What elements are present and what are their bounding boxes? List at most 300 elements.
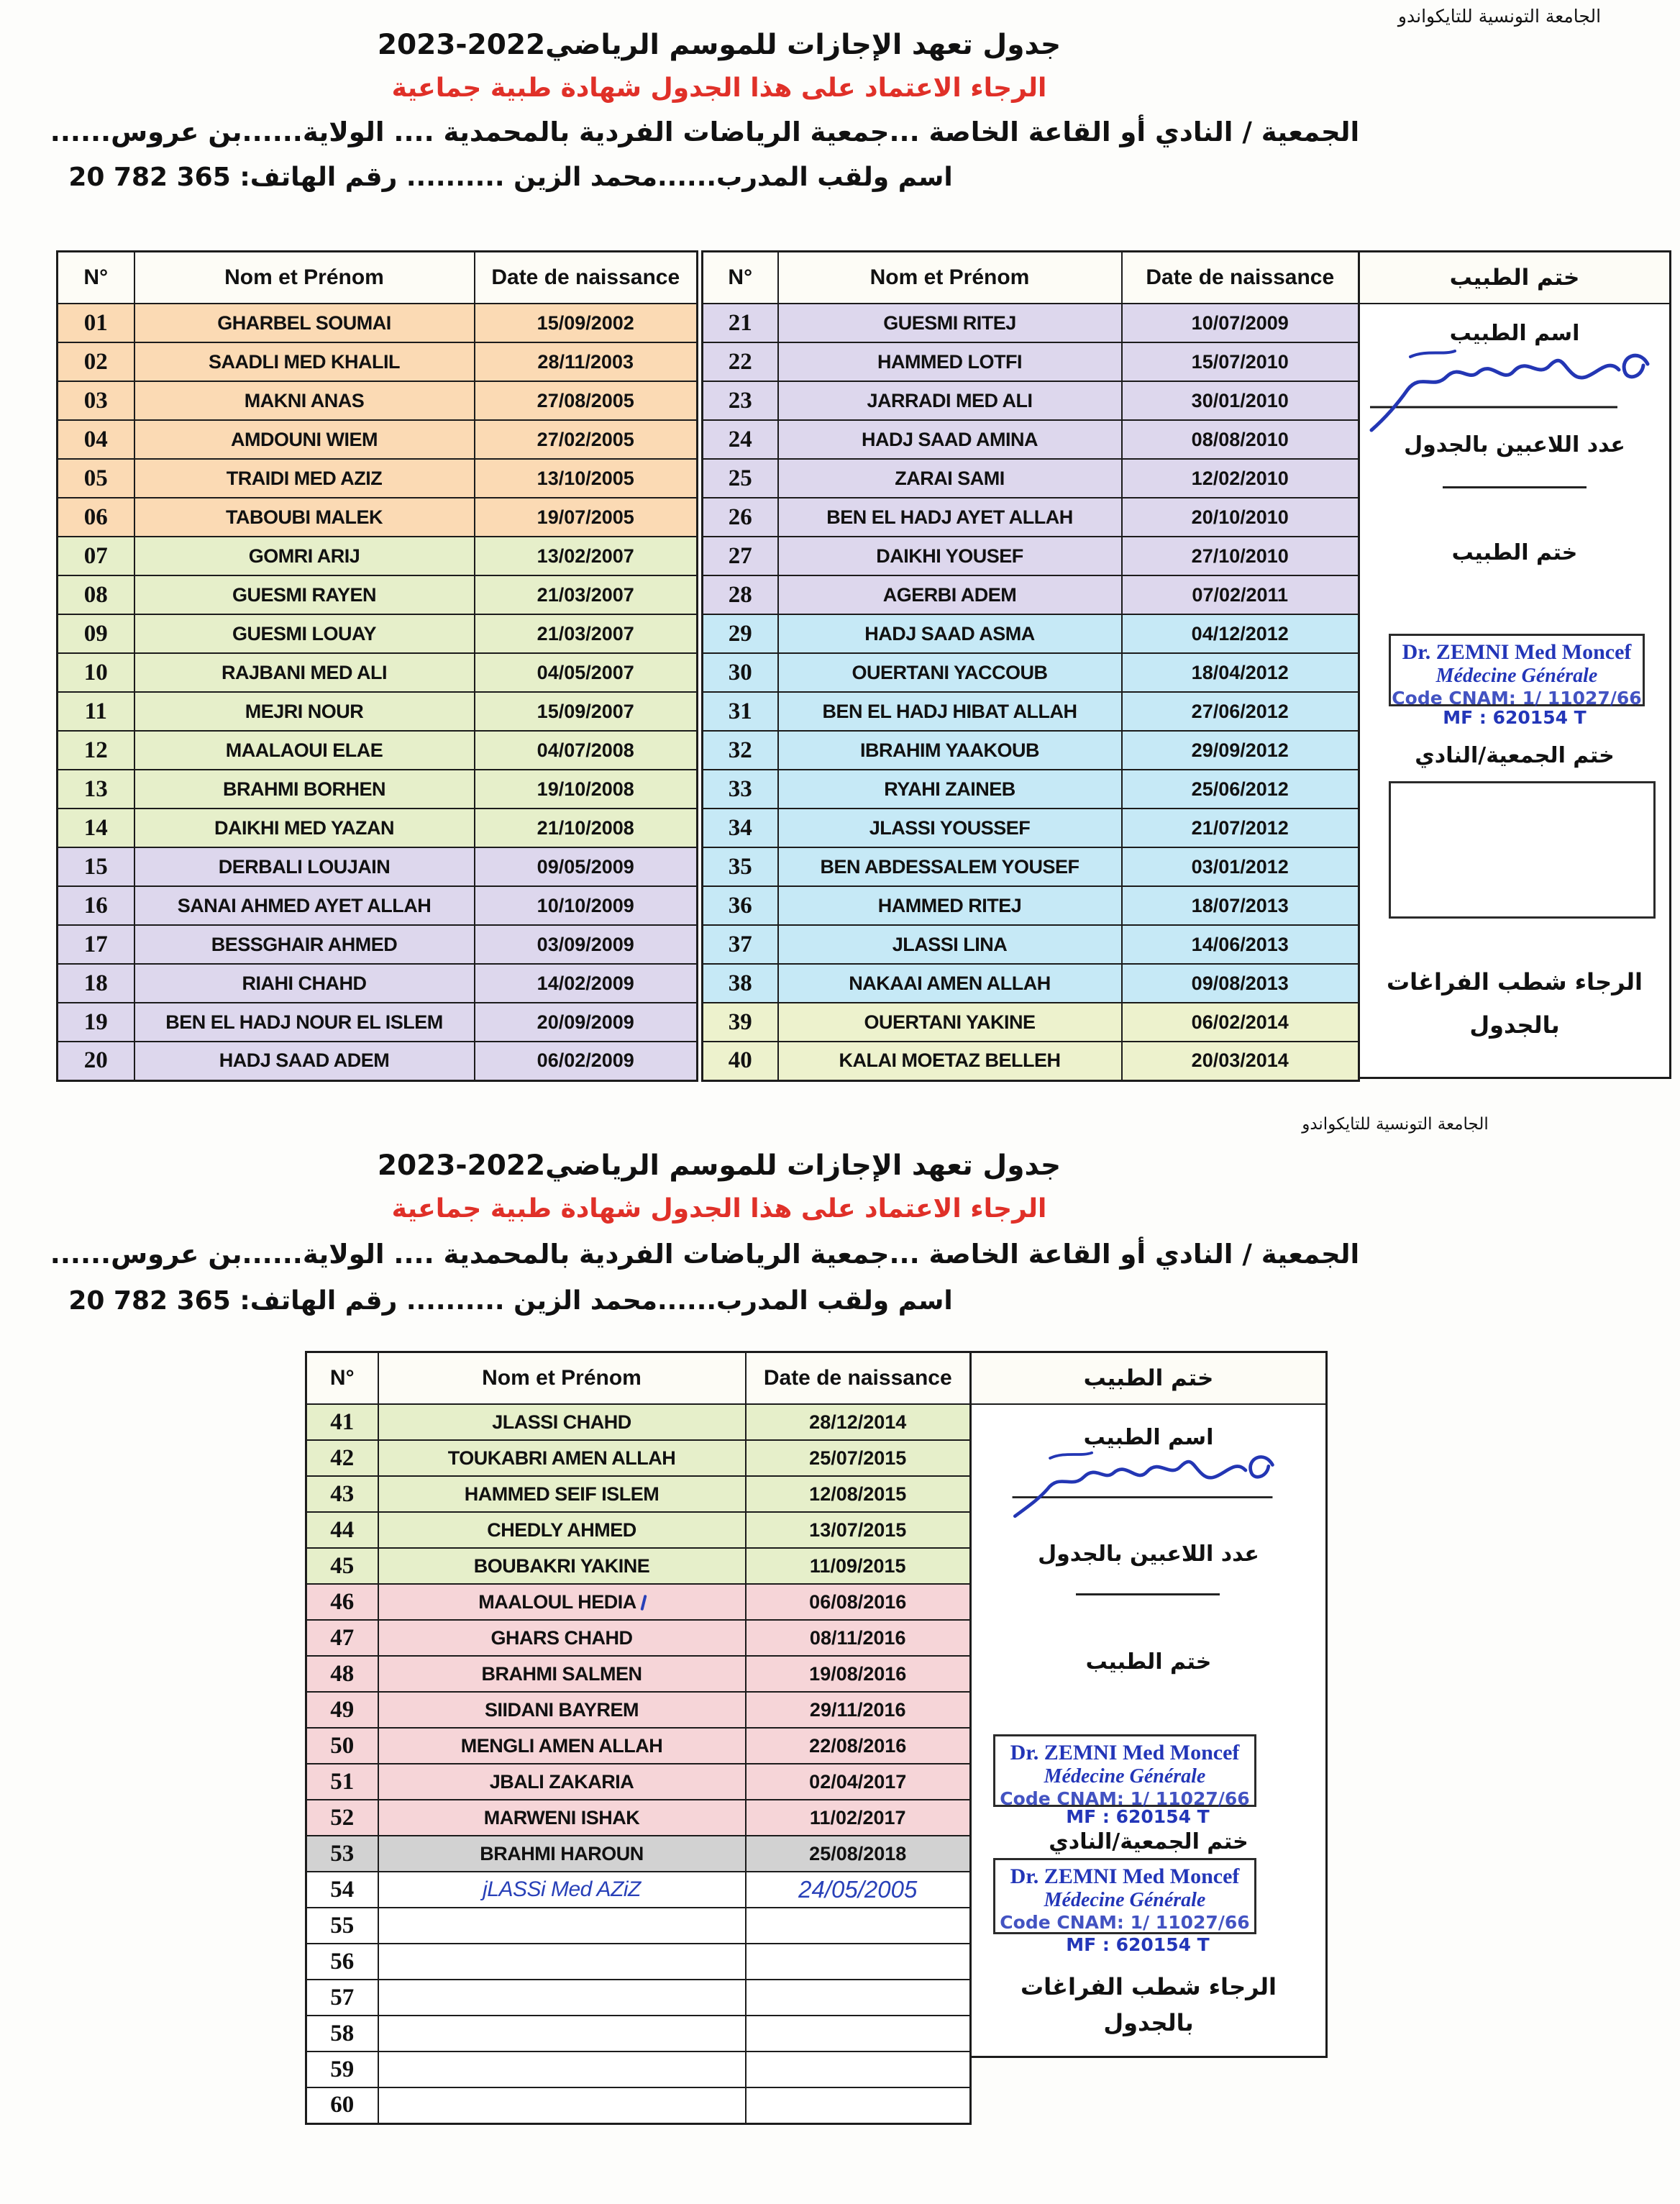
player-name-cell	[134, 925, 475, 964]
document-title	[180, 29, 1259, 61]
player-name-cell	[378, 1656, 746, 1692]
player-dob-cell	[1122, 731, 1359, 770]
association-line: الجمعية / النادي أو القاعة الخاصة ...جمعية الرياضات الفردية بالمحمدية .... الولاية......بن عروس......	[50, 117, 1360, 147]
table-row	[703, 770, 1359, 809]
player-dob-cell	[1122, 770, 1359, 809]
player-dob-cell	[1122, 304, 1359, 342]
stamp-doctor-name: Dr. ZEMNI Med Moncef	[1010, 1864, 1240, 1888]
player-number-cell: 48	[306, 1656, 378, 1692]
player-dob: 06/02/2009	[537, 1049, 634, 1072]
table-row	[306, 1548, 971, 1584]
player-name-cell	[378, 1476, 746, 1512]
player-dob-cell	[746, 1944, 971, 1980]
player-dob-cell	[746, 2052, 971, 2087]
player-dob: 08/11/2016	[809, 1626, 906, 1649]
player-dob: 09/08/2013	[1191, 972, 1289, 994]
club-stamp-label: ختم الجمعية/النادي	[1415, 743, 1615, 768]
player-name-cell	[134, 614, 475, 653]
table-header-row	[703, 252, 1359, 304]
table-row	[306, 1440, 971, 1476]
player-number-cell: 04	[58, 420, 134, 459]
player-number-cell: 56	[306, 1944, 378, 1980]
phone-number-2: 20 782 365	[68, 1286, 231, 1316]
player-dob: 04/07/2008	[537, 739, 634, 761]
player-name: MARWENI ISHAK	[483, 1806, 640, 1829]
table-row	[703, 847, 1359, 886]
table-row	[58, 304, 698, 342]
player-number-cell: 43	[306, 1476, 378, 1512]
player-name: DAIKHI MED YAZAN	[214, 816, 395, 839]
table-row	[703, 420, 1359, 459]
player-dob: 20/10/2010	[1191, 506, 1289, 528]
player-name-cell	[378, 1620, 746, 1656]
table-row	[306, 1512, 971, 1548]
player-number-cell: 39	[703, 1003, 778, 1042]
player-name: TOUKABRI AMEN ALLAH	[447, 1447, 676, 1469]
player-dob-cell	[475, 420, 698, 459]
federation-name-bottom: الجامعة التونسية للتايكواندو	[1302, 1115, 1489, 1134]
player-number-cell: 41	[306, 1404, 378, 1440]
table-row	[703, 304, 1359, 342]
player-number-cell: 28	[703, 575, 778, 614]
player-number-cell: 01	[58, 304, 134, 342]
player-dob-cell	[746, 1764, 971, 1800]
player-name: HAMMED SEIF ISLEM	[464, 1483, 659, 1505]
player-dob: 19/07/2005	[537, 506, 634, 528]
player-dob: 09/05/2009	[537, 855, 634, 878]
table-row	[306, 1404, 971, 1440]
player-number-cell: 33	[703, 770, 778, 809]
table-row	[306, 2052, 971, 2087]
player-dob: 13/07/2015	[809, 1518, 907, 1541]
player-dob-cell	[1122, 964, 1359, 1003]
player-dob-cell	[475, 575, 698, 614]
player-name-cell	[778, 575, 1122, 614]
player-name-cell	[378, 2087, 746, 2123]
player-name-cell	[134, 731, 475, 770]
player-name: GOMRI ARIJ	[248, 545, 360, 567]
player-number-cell: 05	[58, 459, 134, 498]
table-row	[306, 1872, 971, 1908]
player-name-cell	[778, 1042, 1122, 1080]
table-row	[306, 1728, 971, 1764]
table-row	[58, 614, 698, 653]
table-row	[58, 498, 698, 537]
table-row	[306, 2087, 971, 2123]
table-row	[306, 1800, 971, 1836]
table-row	[306, 1908, 971, 1944]
coach-line-2	[0, 1286, 1021, 1316]
player-name: GUESMI RITEJ	[883, 311, 1016, 334]
player-number-cell: 38	[703, 964, 778, 1003]
player-name: GHARS CHAHD	[490, 1626, 633, 1649]
stamp-mf-code: MF : 620154 T	[1443, 707, 1587, 728]
note-line1: الرجاء شطب الفراغات	[1020, 1973, 1277, 2000]
stamp-speciality: Médecine Générale	[1044, 1765, 1206, 1788]
player-dob: 12/02/2010	[1191, 467, 1289, 489]
player-dob: 06/08/2016	[809, 1590, 907, 1613]
player-dob-cell	[1122, 925, 1359, 964]
player-name-cell	[134, 342, 475, 381]
player-number-cell: 44	[306, 1512, 378, 1548]
player-name-cell	[134, 886, 475, 925]
table-row	[58, 575, 698, 614]
doctor-stamp	[993, 1734, 1256, 1807]
player-name-cell	[378, 1548, 746, 1584]
player-name: AGERBI ADEM	[882, 583, 1017, 606]
col-header-name: Nom et Prénom	[778, 252, 1122, 304]
player-dob: 11/02/2017	[809, 1806, 906, 1829]
player-name-cell	[134, 304, 475, 342]
player-name: BRAHMI SALMEN	[481, 1662, 642, 1685]
season-range: 2023-2022	[377, 29, 546, 61]
col-header-dob: Date de naissance	[475, 252, 698, 304]
player-number-cell: 49	[306, 1692, 378, 1728]
player-dob-cell	[746, 2016, 971, 2052]
player-dob: 03/09/2009	[537, 933, 634, 955]
player-number-cell: 02	[58, 342, 134, 381]
table-row	[58, 653, 698, 692]
player-number-cell: 19	[58, 1003, 134, 1042]
player-dob-cell	[1122, 420, 1359, 459]
note-line2: بالجدول	[1103, 2009, 1194, 2036]
player-dob-cell	[475, 653, 698, 692]
player-dob-cell	[475, 498, 698, 537]
table-header-row	[58, 252, 698, 304]
player-dob-cell	[475, 964, 698, 1003]
player-dob: 21/07/2012	[1191, 816, 1289, 839]
player-dob: 29/11/2016	[809, 1698, 906, 1721]
player-dob: 14/02/2009	[537, 972, 634, 994]
player-dob-cell	[1122, 498, 1359, 537]
player-name: OUERTANI YACCOUB	[852, 661, 1048, 683]
table-row	[58, 886, 698, 925]
table-row	[306, 2016, 971, 2052]
player-name-cell	[134, 847, 475, 886]
player-count-label: عدد اللاعبين بالجدول	[1038, 1542, 1259, 1567]
player-name: BEN EL HADJ AYET ALLAH	[826, 506, 1073, 528]
player-name: MENGLI AMEN ALLAH	[460, 1734, 663, 1757]
table-row	[306, 1944, 971, 1980]
player-name: BRAHMI HAROUN	[480, 1842, 644, 1864]
player-dob-cell	[475, 381, 698, 420]
col-header-number: N°	[703, 252, 778, 304]
player-name: JLASSI LINA	[892, 933, 1008, 955]
player-dob: 28/11/2003	[537, 350, 634, 373]
player-dob-cell	[746, 1800, 971, 1836]
player-name: DAIKHI YOUSEF	[876, 545, 1023, 567]
player-dob-cell	[1122, 614, 1359, 653]
table-row	[306, 1476, 971, 1512]
table-row	[703, 886, 1359, 925]
table-row	[58, 925, 698, 964]
player-dob: 19/08/2016	[809, 1662, 907, 1685]
player-name-cell	[778, 692, 1122, 731]
player-name: TABOUBI MALEK	[226, 506, 383, 528]
player-number-cell: 35	[703, 847, 778, 886]
player-dob-cell	[746, 1548, 971, 1584]
doctor-panel-top	[1358, 250, 1671, 1079]
player-dob: 11/09/2015	[809, 1554, 906, 1577]
player-name: HADJ SAAD AMINA	[861, 428, 1038, 450]
table-row	[703, 537, 1359, 575]
player-name: GUESMI RAYEN	[232, 583, 377, 606]
player-name: BRAHMI BORHEN	[223, 778, 385, 800]
table-row	[306, 1764, 971, 1800]
player-dob: 27/06/2012	[1191, 700, 1289, 722]
player-name-cell	[134, 537, 475, 575]
table-row	[703, 653, 1359, 692]
player-name: MEJRI NOUR	[245, 700, 364, 722]
col-header-name: Nom et Prénom	[134, 252, 475, 304]
player-dob: 20/03/2014	[1191, 1049, 1289, 1072]
player-dob: 04/12/2012	[1191, 622, 1289, 645]
player-name: GUESMI LOUAY	[232, 622, 377, 645]
player-name-cell	[134, 1042, 475, 1080]
player-dob-cell	[1122, 537, 1359, 575]
player-dob-cell	[475, 809, 698, 847]
player-name: RYAHI ZAINEB	[884, 778, 1015, 800]
table-row	[58, 692, 698, 731]
player-name-cell	[134, 459, 475, 498]
player-name-cell	[778, 420, 1122, 459]
col-header-number: N°	[306, 1352, 378, 1405]
player-dob-cell	[475, 731, 698, 770]
player-number-cell: 12	[58, 731, 134, 770]
player-name-cell	[778, 381, 1122, 420]
table-row	[58, 1003, 698, 1042]
player-name-cell	[778, 809, 1122, 847]
player-name: TRAIDI MED AZIZ	[226, 467, 383, 489]
player-dob: 03/01/2012	[1191, 855, 1289, 878]
player-name: BESSGHAIR AHMED	[211, 933, 398, 955]
player-dob-cell	[475, 304, 698, 342]
player-dob-cell	[1122, 575, 1359, 614]
player-name: NAKAAI AMEN ALLAH	[849, 972, 1051, 994]
player-dob: 04/05/2007	[537, 661, 634, 683]
player-name: BEN EL HADJ HIBAT ALLAH	[822, 700, 1077, 722]
player-name: JLASSI CHAHD	[492, 1411, 631, 1433]
player-number-cell: 51	[306, 1764, 378, 1800]
player-dob-cell	[1122, 459, 1359, 498]
player-dob-cell	[746, 1836, 971, 1872]
player-name-cell	[378, 1836, 746, 1872]
player-dob: 07/02/2011	[1192, 583, 1289, 606]
document-title-2-text: جدول تعهد الإجازات للموسم الرياضي	[545, 1149, 1062, 1182]
player-count-blank-line	[1443, 486, 1587, 488]
note-line1: الرجاء شطب الفراغات	[1386, 968, 1643, 996]
table-row	[58, 342, 698, 381]
player-count-label: عدد اللاعبين بالجدول	[1404, 432, 1625, 457]
player-name-cell	[778, 304, 1122, 342]
player-dob: 25/07/2015	[809, 1447, 907, 1469]
stamp-mf-code: MF : 620154 T	[1066, 1934, 1210, 1955]
doctor-signature	[993, 1438, 1302, 1546]
player-dob-cell	[475, 770, 698, 809]
player-name: GHARBEL SOUMAI	[217, 311, 391, 334]
pen-mark	[640, 1595, 647, 1611]
table-row	[58, 847, 698, 886]
player-number-cell: 45	[306, 1548, 378, 1584]
player-dob-cell	[746, 1584, 971, 1620]
doctor-panel-header: ختم الطبيب	[972, 1353, 1325, 1405]
player-name-cell	[378, 2016, 746, 2052]
table-row	[703, 731, 1359, 770]
table-row	[306, 1980, 971, 2016]
player-name: jLASSi Med AZiZ	[483, 1877, 641, 1901]
table-row	[306, 1692, 971, 1728]
player-dob: 02/04/2017	[809, 1770, 907, 1793]
association-line-2: الجمعية / النادي أو القاعة الخاصة ...جمعية الرياضات الفردية بالمحمدية .... الولاية......بن عروس......	[50, 1239, 1360, 1270]
col-header-name: Nom et Prénom	[378, 1352, 746, 1405]
player-dob-cell	[1122, 847, 1359, 886]
note-line2: بالجدول	[1469, 1011, 1560, 1039]
stamp-speciality: Médecine Générale	[1435, 665, 1598, 687]
player-name-cell	[134, 498, 475, 537]
player-name: KALAI MOETAZ BELLEH	[839, 1049, 1061, 1072]
player-name: RAJBANI MED ALI	[221, 661, 387, 683]
stamp-doctor-name: Dr. ZEMNI Med Moncef	[1402, 640, 1632, 664]
player-name: SAADLI MED KHALIL	[209, 350, 400, 373]
season-range-2: 2023-2022	[377, 1149, 546, 1182]
player-dob-cell	[1122, 342, 1359, 381]
player-dob: 27/08/2005	[537, 389, 634, 411]
doctor-name-label: اسم الطبيب	[1083, 1425, 1214, 1450]
table-row	[306, 1584, 971, 1620]
player-name-cell	[778, 614, 1122, 653]
player-name-cell	[378, 1872, 746, 1908]
table-row	[58, 964, 698, 1003]
player-number-cell: 22	[703, 342, 778, 381]
player-dob-cell	[1122, 1003, 1359, 1042]
player-name: JARRADI MED ALI	[867, 389, 1033, 411]
table-row	[703, 925, 1359, 964]
player-dob: 29/09/2012	[1191, 739, 1289, 761]
player-number-cell: 50	[306, 1728, 378, 1764]
player-name-cell	[778, 1003, 1122, 1042]
player-dob-cell	[475, 1042, 698, 1080]
player-name: MAALAOUI ELAE	[225, 739, 383, 761]
player-name-cell	[134, 770, 475, 809]
player-dob-cell	[1122, 809, 1359, 847]
player-name-cell	[378, 1584, 746, 1620]
player-number-cell: 09	[58, 614, 134, 653]
player-number-cell: 47	[306, 1620, 378, 1656]
player-number-cell: 32	[703, 731, 778, 770]
player-name: HADJ SAAD ASMA	[864, 622, 1035, 645]
player-dob: 10/10/2009	[537, 894, 634, 916]
player-name: SIIDANI BAYREM	[484, 1698, 639, 1721]
player-dob: 19/10/2008	[537, 778, 634, 800]
player-count-blank-line	[1076, 1593, 1220, 1595]
player-name: IBRAHIM YAAKOUB	[859, 739, 1040, 761]
table-row	[58, 420, 698, 459]
player-name-cell	[378, 1800, 746, 1836]
player-name-cell	[378, 1764, 746, 1800]
player-name: ZARAI SAMI	[895, 467, 1005, 489]
player-number-cell: 10	[58, 653, 134, 692]
player-dob: 12/08/2015	[809, 1483, 907, 1505]
table-row	[703, 1003, 1359, 1042]
player-number-cell: 07	[58, 537, 134, 575]
player-name-cell	[134, 1003, 475, 1042]
player-dob: 14/06/2013	[1191, 933, 1289, 955]
red-note: الرجاء الاعتماد على هذا الجدول شهادة طبية جماعية	[391, 73, 1047, 103]
table-row	[703, 614, 1359, 653]
table-row	[58, 731, 698, 770]
player-dob-cell	[475, 886, 698, 925]
stamp-doctor-name: Dr. ZEMNI Med Moncef	[1010, 1741, 1240, 1764]
coach-line	[0, 163, 1021, 192]
player-dob: 15/09/2007	[537, 700, 634, 722]
club-stamp-box	[1389, 781, 1656, 919]
player-dob-cell	[1122, 653, 1359, 692]
club-stamp-label: ختم الجمعية/النادي	[1049, 1829, 1248, 1854]
player-dob-cell	[746, 1476, 971, 1512]
player-number-cell: 26	[703, 498, 778, 537]
player-name-cell	[378, 1512, 746, 1548]
doctor-panel-bottom	[969, 1351, 1328, 2058]
player-dob-cell	[746, 1512, 971, 1548]
col-header-dob: Date de naissance	[1122, 252, 1359, 304]
col-header-number: N°	[58, 252, 134, 304]
player-dob-cell	[746, 1620, 971, 1656]
player-number-cell: 25	[703, 459, 778, 498]
player-name-cell	[134, 964, 475, 1003]
table-row	[306, 1656, 971, 1692]
player-dob: 21/03/2007	[537, 583, 634, 606]
player-name: BOUBAKRI YAKINE	[473, 1554, 650, 1577]
player-dob: 22/08/2016	[809, 1734, 907, 1757]
player-number-cell: 55	[306, 1908, 378, 1944]
player-number-cell: 40	[703, 1042, 778, 1080]
player-number-cell: 18	[58, 964, 134, 1003]
player-number-cell: 13	[58, 770, 134, 809]
player-name-cell	[778, 847, 1122, 886]
player-name-cell	[134, 653, 475, 692]
red-note-2: الرجاء الاعتماد على هذا الجدول شهادة طبية جماعية	[391, 1194, 1047, 1224]
player-number-cell: 06	[58, 498, 134, 537]
doctor-name-label: اسم الطبيب	[1449, 321, 1580, 346]
player-name: CHEDLY AHMED	[487, 1518, 636, 1541]
player-dob-cell	[746, 1404, 971, 1440]
player-number-cell: 21	[703, 304, 778, 342]
player-dob-cell	[1122, 381, 1359, 420]
player-name-cell	[778, 770, 1122, 809]
player-name-cell	[778, 886, 1122, 925]
table-row	[58, 809, 698, 847]
player-number-cell: 52	[306, 1800, 378, 1836]
player-dob: 06/02/2014	[1191, 1011, 1289, 1033]
player-dob: 18/07/2013	[1191, 894, 1289, 916]
table-row	[703, 1042, 1359, 1080]
player-dob: 10/07/2009	[1191, 311, 1289, 334]
player-dob: 28/12/2014	[809, 1411, 907, 1433]
player-dob: 13/10/2005	[537, 467, 634, 489]
player-dob-cell	[475, 847, 698, 886]
player-dob: 08/08/2010	[1191, 428, 1289, 450]
player-dob-cell	[475, 1003, 698, 1042]
player-name: JBALI ZAKARIA	[489, 1770, 634, 1793]
player-name-cell	[378, 2052, 746, 2087]
roster-table-41-60	[305, 1351, 972, 2125]
player-name-cell	[134, 575, 475, 614]
doctor-stamp-2	[993, 1858, 1256, 1934]
player-name: HADJ SAAD ADEM	[219, 1049, 390, 1072]
stamp-cnam-code: Code CNAM: 1/ 11027/66	[1392, 688, 1642, 709]
player-name-cell	[778, 925, 1122, 964]
player-name-cell	[778, 498, 1122, 537]
